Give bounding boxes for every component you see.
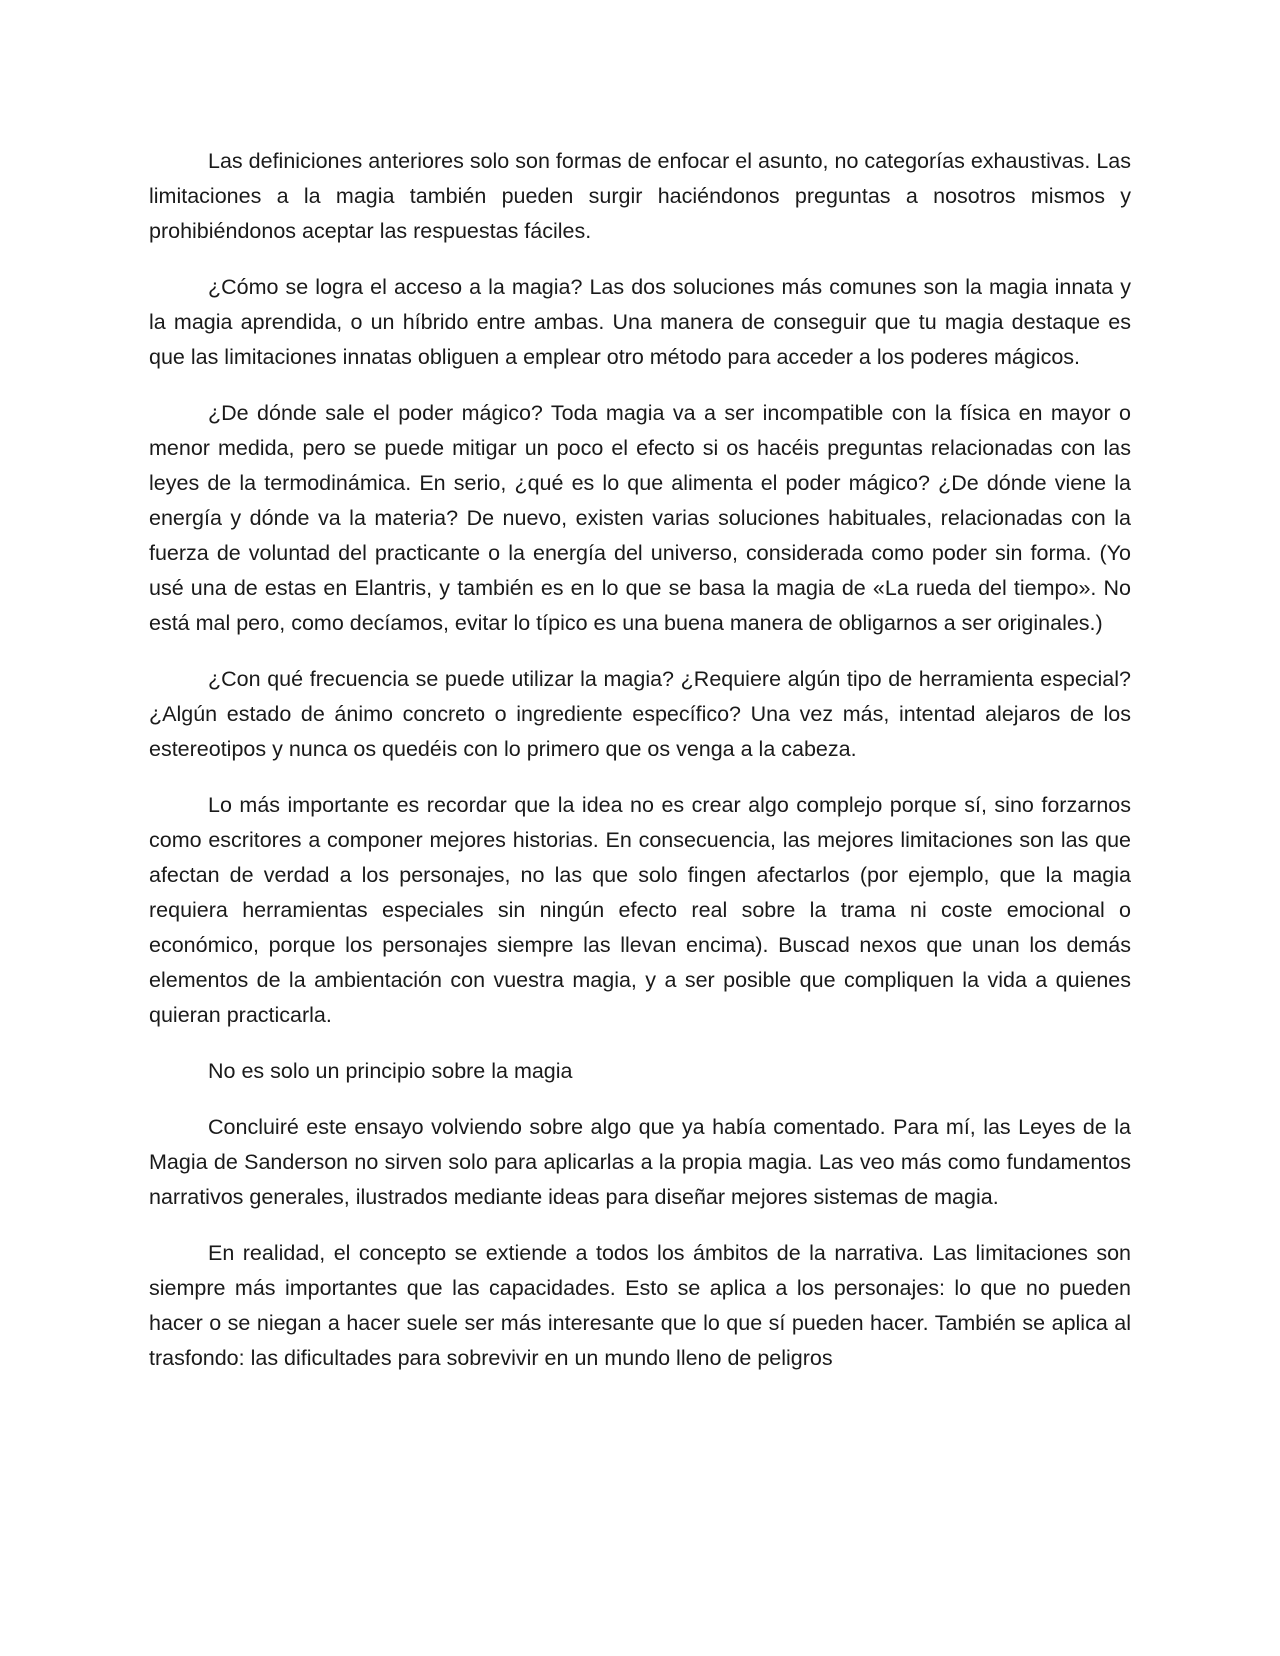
paragraph-definiciones: Las definiciones anteriores solo son formas de enfocar el asunto, no categorías exhaustivas. Las limitaciones a la magia también pueden surgir haciéndonos preguntas a nosotros mismos y prohibiéndonos aceptar las respuestas fáciles. (149, 149, 1131, 243)
paragraph-acceso-magia: ¿Cómo se logra el acceso a la magia? Las dos soluciones más comunes son la magia innata y la magia aprendida, o un híbrido entre ambas. Una manera de conseguir que tu magia destaque es que las limitaciones innatas obliguen a emplear otro método para acceder a los poderes mágicos. (149, 275, 1131, 369)
section-heading: No es solo un principio sobre la magia (208, 1059, 573, 1083)
paragraph-concluire: Concluiré este ensayo volviendo sobre algo que ya había comentado. Para mí, las Leyes de la Magia de Sanderson no sirven solo para aplicarlas a la propia magia. Las veo más como fundamentos narrativos generales, ilustrados mediante ideas para diseñar mejores sistemas de magia. (149, 1115, 1131, 1209)
document-page (149, 144, 1131, 1397)
paragraph-poder-magico: ¿De dónde sale el poder mágico? Toda magia va a ser incompatible con la física en mayor o menor medida, pero se puede mitigar un poco el efecto si os hacéis preguntas relacionadas con las leyes de la termodinámica. En serio, ¿qué es lo que alimenta el poder mágico? ¿De dónde viene la energía y dónde va la materia? De nuevo, existen varias soluciones habituales, relacionadas con la fuerza de voluntad del practicante o la energía del universo, considerada como poder sin forma. (Yo usé una de estas en Elantris, y también es en lo que se basa la magia de «La rueda del tiempo». No está mal pero, como decíamos, evitar lo típico es una buena manera de obligarnos a ser originales.) (149, 401, 1131, 635)
paragraph-frecuencia: ¿Con qué frecuencia se puede utilizar la magia? ¿Requiere algún tipo de herramienta especial? ¿Algún estado de ánimo concreto o ingrediente específico? Una vez más, intentad alejaros de los estereotipos y nunca os quedéis con lo primero que os venga a la cabeza. (149, 667, 1131, 761)
paragraph-lo-mas-importante: Lo más importante es recordar que la idea no es crear algo complejo porque sí, sino forzarnos como escritores a componer mejores historias. En consecuencia, las mejores limitaciones son las que afectan de verdad a los personajes, no las que solo fingen afectarlos (por ejemplo, que la magia requiera herramientas especiales sin ningún efecto real sobre la trama ni coste emocional o económico, porque los personajes siempre las llevan encima). Buscad nexos que unan los demás elementos de la ambientación con vuestra magia, y a ser posible que compliquen la vida a quienes quieran practicarla. (149, 793, 1131, 1027)
paragraph-en-realidad: En realidad, el concepto se extiende a todos los ámbitos de la narrativa. Las limitaciones son siempre más importantes que las capacidades. Esto se aplica a los personajes: lo que no pueden hacer o se niegan a hacer suele ser más interesante que lo que sí pueden hacer. También se aplica al trasfondo: las dificultades para sobrevivir en un mundo lleno de peligros (149, 1241, 1131, 1370)
